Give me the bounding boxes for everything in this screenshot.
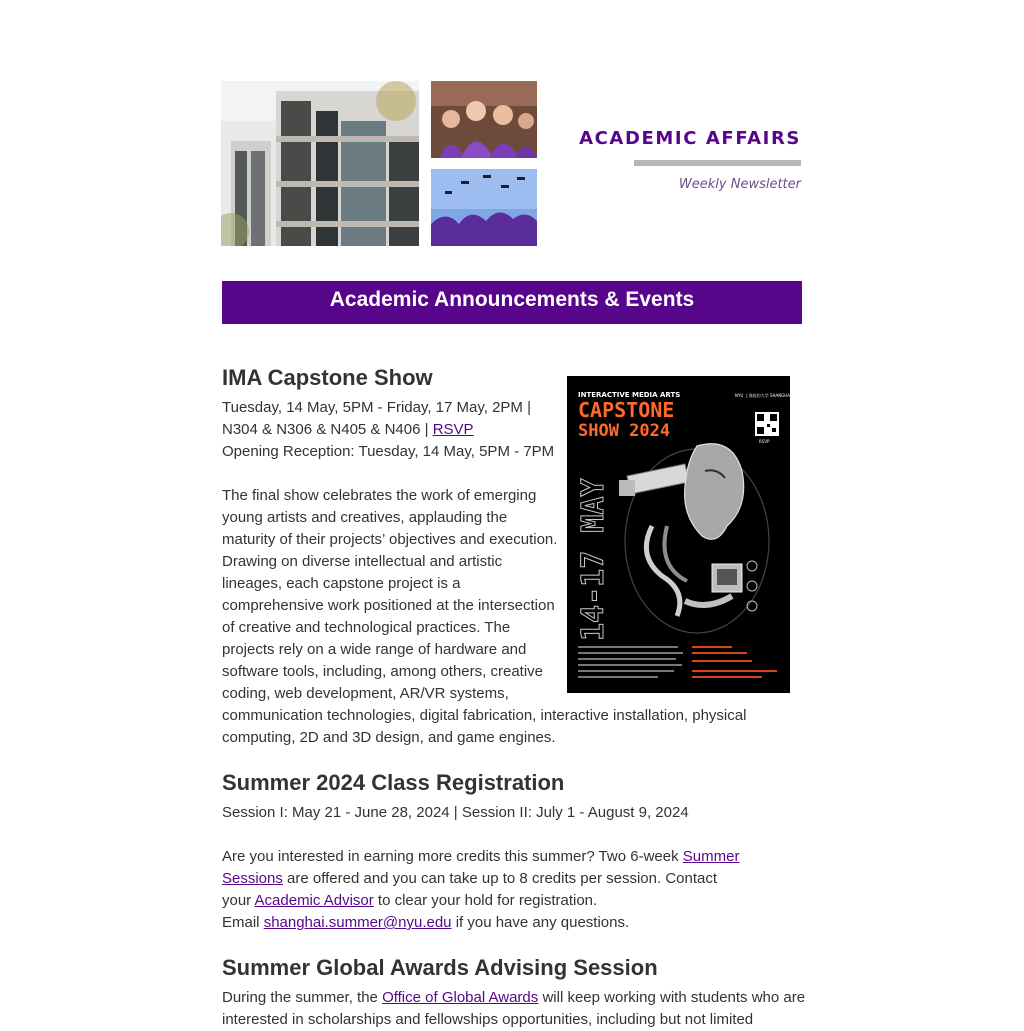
summer-email-link[interactable]: shanghai.summer@nyu.edu: [263, 914, 452, 931]
building-photo: [221, 81, 419, 246]
capstone-body-line: communication technologies, digital fabrication, interactive installation, physical: [222, 707, 747, 724]
section-banner: Academic Announcements & Events: [222, 281, 802, 324]
summer-registration-body: Session I: May 21 - June 28, 2024 | Session II: July 1 - August 9, 2024 Are you interested in earning more credits this summer? Two 6-week Summer Sessions are offered and you can take up to 8 credits per session. Contact your Academic Advisor to clear your hold for registration. Email shanghai.summer@nyu.edu if you have any questions.: [222, 802, 782, 934]
poster-title-2: SHOW 2024: [578, 421, 671, 441]
global-awards-link[interactable]: Office of Global Awards: [382, 989, 539, 1006]
summer-sessions-link-cont[interactable]: Sessions: [222, 870, 283, 887]
capstone-body-line: Drawing on diverse intellectual and artistic: [222, 553, 503, 570]
summer-registration-heading: Summer 2024 Class Registration: [222, 770, 565, 795]
capstone-body-line: lineages, each capstone project is a: [222, 575, 461, 592]
global-awards-line: interested in scholarships and fellowships opportunities, including but not limited: [222, 1011, 754, 1028]
capstone-body-line: coding, web development, AR/VR systems,: [222, 685, 509, 702]
students-photo: [431, 81, 537, 158]
brand-subtitle: Weekly Newsletter: [678, 177, 801, 192]
brand-divider: [634, 160, 801, 166]
capstone-heading: IMA Capstone Show: [222, 365, 433, 390]
capstone-body-line: software tools, including, among others, creative: [222, 663, 543, 680]
capstone-reception: Opening Reception: Tuesday, 14 May, 5PM - 7PM: [222, 443, 555, 460]
summer-sessions: Session I: May 21 - June 28, 2024 | Session II: July 1 - August 9, 2024: [222, 804, 689, 821]
capstone-body-line: of creative and technological practices. The: [222, 619, 511, 636]
capstone-body-line: The final show celebrates the work of emerging: [222, 487, 537, 504]
poster-title-1: CAPSTONE: [578, 398, 675, 422]
academic-advisor-link[interactable]: Academic Advisor: [254, 892, 374, 909]
poster-logo: NYU 上海纽约大学 SHANGHAI: [735, 393, 790, 398]
rsvp-link[interactable]: RSVP: [432, 421, 474, 438]
global-awards-heading: Summer Global Awards Advising Session: [222, 955, 658, 980]
capstone-body-line: maturity of their projects’ objectives and execution.: [222, 531, 558, 548]
brand-title: ACADEMIC AFFAIRS: [579, 128, 801, 149]
capstone-body-line: young artists and creatives, applauding the: [222, 509, 508, 526]
poster-header: INTERACTIVE MEDIA ARTS: [578, 391, 681, 399]
graduates-photo: [431, 169, 537, 246]
capstone-body-line: computing, 2D and 3D design, and game engines.: [222, 729, 556, 746]
capstone-body-line: projects rely on a wide range of hardware and: [222, 641, 527, 658]
capstone-date-line: Tuesday, 14 May, 5PM - Friday, 17 May, 2PM |: [222, 399, 531, 416]
poster-qr-code: [755, 412, 779, 436]
capstone-poster[interactable]: [567, 376, 790, 693]
summer-sessions-link[interactable]: Summer: [682, 848, 740, 865]
capstone-body-line: comprehensive work positioned at the intersection: [222, 597, 555, 614]
global-awards-body: During the summer, the Office of Global Awards will keep working with students who are interested in scholarships and fellowships opportunities, including but not limited: [222, 987, 822, 1031]
poster-qr-label: RSVP: [759, 439, 770, 444]
capstone-rooms: N304 & N306 & N405 & N406 |: [222, 421, 429, 438]
poster-vertical-date: 14-17 MAY: [576, 478, 611, 641]
